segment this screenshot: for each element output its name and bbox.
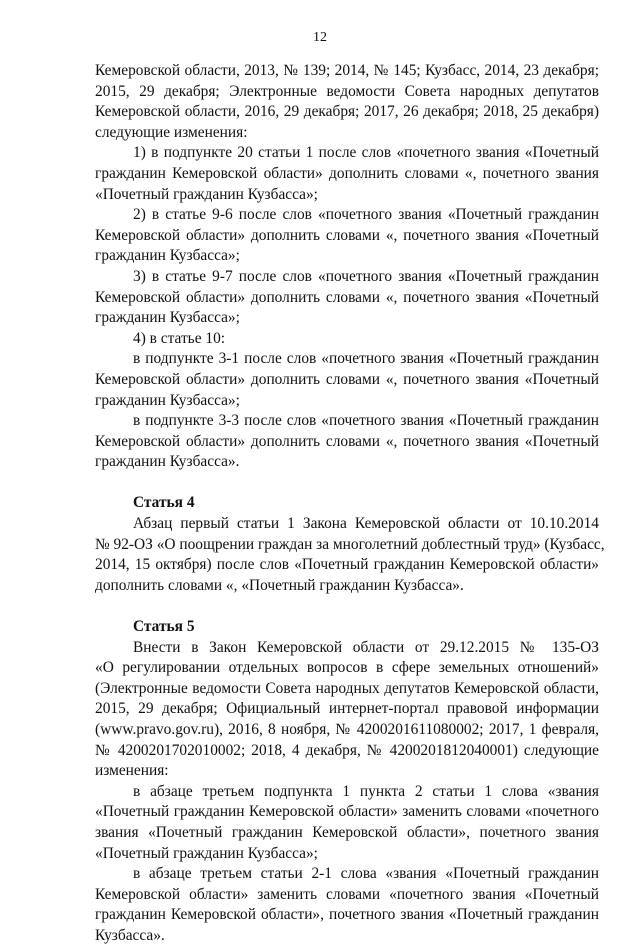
text-line: «О регулировании отдельных вопросов в сфере земельных отношений»	[95, 659, 599, 677]
text-line: Внести в Закон Кемеровской области от 29.12.2015 № 135-ОЗ	[133, 638, 599, 656]
text-line: гражданин Кузбасса»;	[95, 247, 240, 265]
text-line: в подпункте 3-1 после слов «почетного звания «Почетный гражданин	[133, 350, 599, 368]
text-line: 2014, 15 октября) после слов «Почетный гражданин Кемеровской области»	[95, 556, 599, 574]
text-line: в подпункте 3-3 после слов «почетного звания «Почетный гражданин	[133, 412, 599, 430]
document-body	[95, 61, 605, 947]
text-line: гражданин Кузбасса»;	[95, 391, 240, 409]
text-line: Кемеровской области, 2013, № 139; 2014, № 145; Кузбасс, 2014, 23 декабря;	[95, 62, 599, 79]
amendment-paragraph-2	[95, 864, 599, 946]
text-line: № 4200201702010002; 2018, 4 декабря, № 4200201812040001) следующие	[95, 741, 599, 759]
amendment-item-4	[95, 329, 599, 473]
article-3-continuation	[95, 61, 599, 473]
text-line: в абзаце третьем статьи 2-1 слова «звания «Почетный гражданин	[133, 865, 599, 883]
amendment-item-1	[95, 143, 599, 205]
page-number: 12	[313, 30, 327, 45]
text-line: «Почетный гражданин Кузбасса»;	[95, 185, 318, 203]
text-line: дополнить словами «, «Почетный гражданин Кузбасса».	[95, 576, 464, 594]
text-line: гражданин Кузбасса».	[95, 453, 240, 471]
text-line: 3) в статье 9-7 после слов «почетного звания «Почетный гражданин	[133, 267, 599, 285]
text-line: Кемеровской области» заменить словами «почетного звания «Почетный	[95, 885, 599, 903]
text-line: 2015, 29 декабря; Электронные ведомости Совета народных депутатов	[95, 82, 599, 100]
text-line: (www.pravo.gov.ru), 2016, 8 ноября, № 4200201611080002; 2017, 1 февраля,	[95, 721, 599, 738]
amendment-paragraph-1	[95, 782, 599, 864]
amendment-item-2	[95, 205, 599, 267]
article-heading: Статья 5	[133, 618, 195, 636]
text-line: Кемеровской области» дополнить словами «, почетного звания «Почетный	[95, 432, 599, 450]
text-line: гражданин Кемеровской области», почетного звания «Почетный гражданин	[95, 906, 599, 924]
text-line: изменения:	[95, 762, 169, 780]
text-line: 2015, 29 декабря; Официальный интернет-портал правовой информации	[95, 700, 599, 718]
text-line: Кемеровской области» дополнить словами «, почетного звания «Почетный	[95, 288, 599, 306]
text-line: 1) в подпункте 20 статьи 1 после слов «почетного звания «Почетный	[133, 144, 599, 162]
text-line: Абзац первый статьи 1 Закона Кемеровской области от 10.10.2014	[133, 515, 599, 533]
article-5	[95, 617, 599, 947]
text-line: 4) в статье 10:	[133, 329, 226, 347]
text-line: Кемеровской области» дополнить словами «, почетного звания «Почетный	[95, 226, 599, 244]
text-line: № 92-ОЗ «О поощрении граждан за многолетний доблестный труд» (Кузбасс,	[95, 535, 605, 553]
article-heading: Статья 4	[133, 494, 195, 512]
text-line: гражданин Кемеровской области» дополнить словами «, почетного звания	[95, 164, 599, 182]
text-line: следующие изменения:	[95, 123, 248, 141]
text-line: Кемеровской области» дополнить словами «, почетного звания «Почетный	[95, 370, 599, 388]
text-line: Кузбасса».	[95, 926, 165, 944]
text-line: звания «Почетный гражданин Кемеровской области», почетного звания	[95, 823, 599, 841]
text-line: (Электронные ведомости Совета народных депутатов Кемеровской области,	[95, 679, 599, 697]
text-line: «Почетный гражданин Кемеровской области» заменить словами «почетного	[95, 803, 599, 821]
text-line: 2) в статье 9-6 после слов «почетного звания «Почетный гражданин	[133, 206, 599, 224]
text-line: в абзаце третьем подпункта 1 пункта 2 статьи 1 слова «звания	[133, 782, 599, 800]
amendment-item-3	[95, 267, 599, 329]
text-line: «Почетный гражданин Кузбасса»;	[95, 844, 318, 862]
text-line: гражданин Кузбасса»;	[95, 309, 240, 327]
text-line: Кемеровской области, 2016, 29 декабря; 2017, 26 декабря; 2018, 25 декабря)	[95, 103, 599, 121]
article-4	[95, 493, 605, 596]
